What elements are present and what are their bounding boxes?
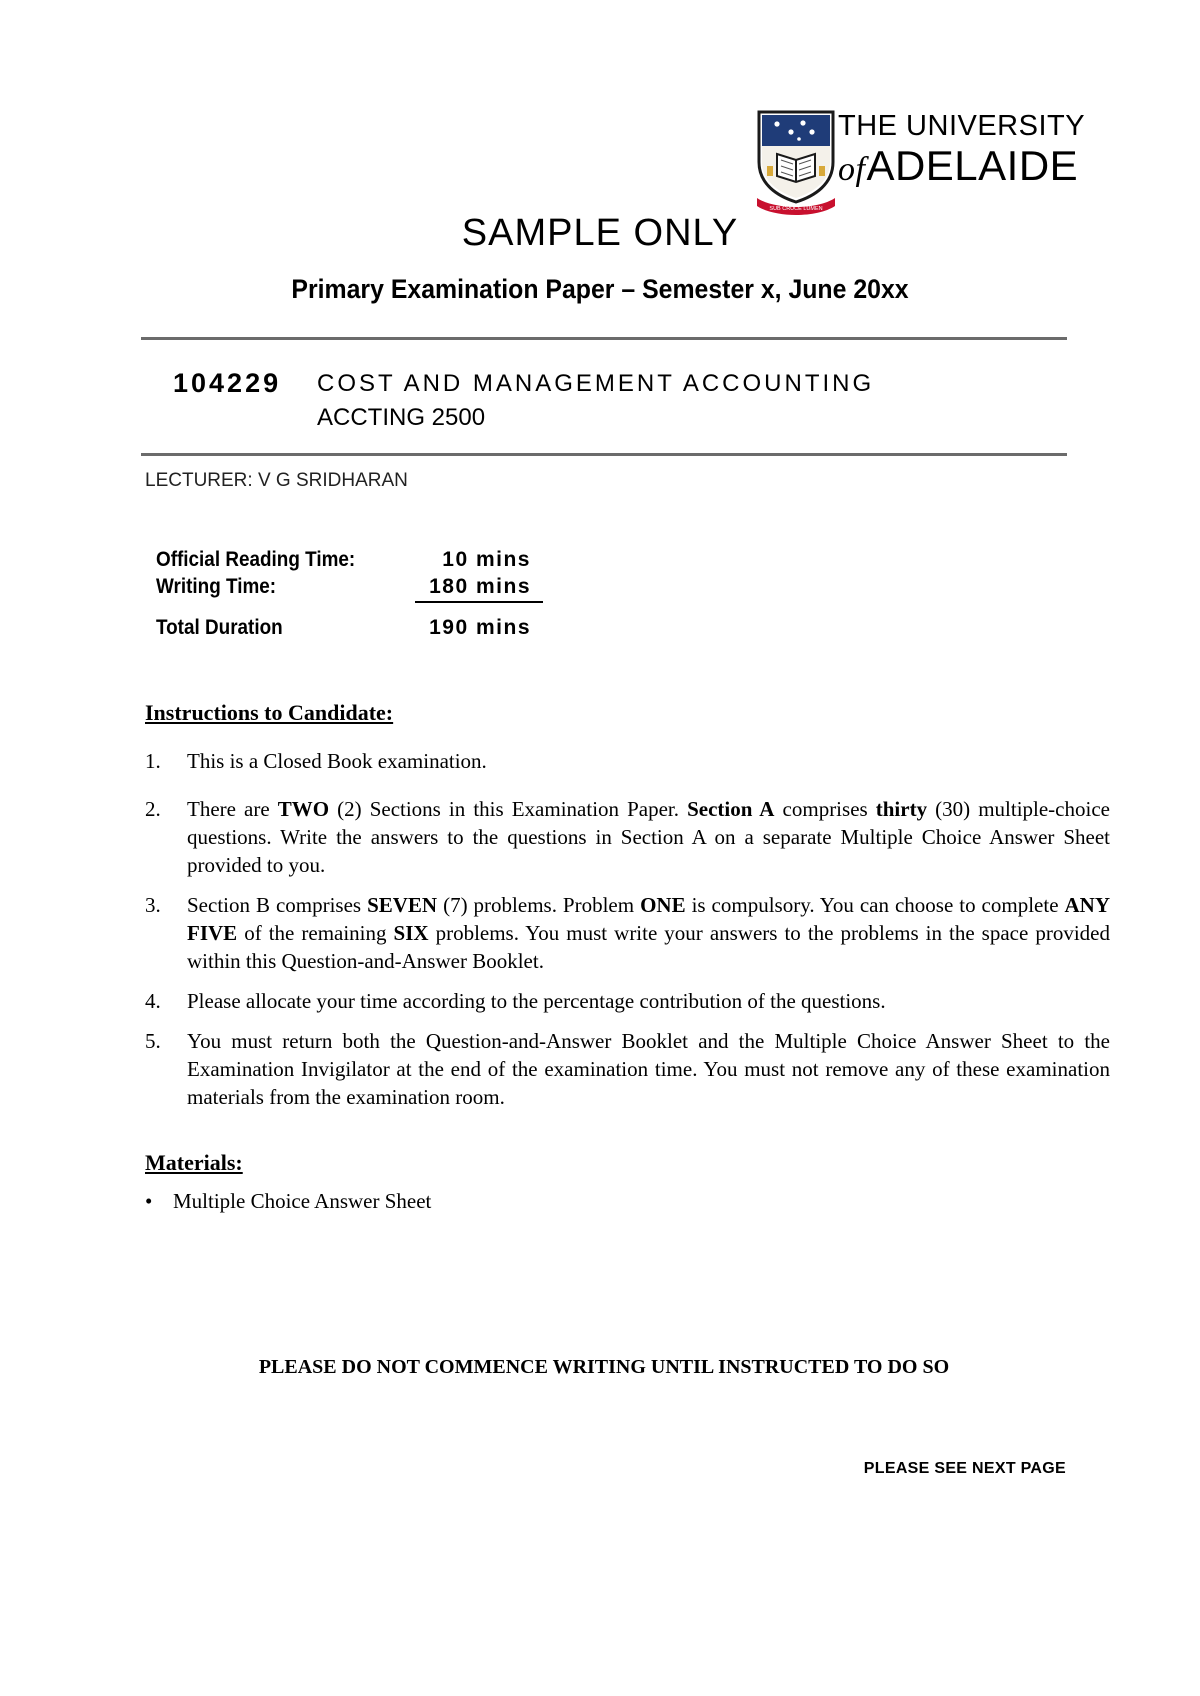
item-text: You must return both the Question-and-Answer Booklet and the Multiple Choice Answer Sheet to the Examination Invigilator at the end of the examination time. You must not remove any of these examination materials from the examination room. — [187, 1029, 1110, 1109]
top-divider — [141, 337, 1067, 340]
lecturer-line: LECTURER: V G SRIDHARAN — [145, 470, 408, 491]
see-next-page: PLEASE SEE NEXT PAGE — [863, 1460, 1066, 1477]
materials-item — [145, 1189, 431, 1214]
logo-adelaide: ADELAIDE — [866, 142, 1079, 189]
item-number: 1. — [145, 749, 161, 773]
bottom-divider — [141, 453, 1067, 456]
logo-motto: SUB CRUCE LUMEN — [769, 206, 823, 212]
exam-paper-title: Primary Examination Paper – Semester x, June 20xx — [291, 274, 909, 304]
item-number: 5. — [145, 1029, 161, 1053]
sum-underline — [415, 601, 543, 603]
reading-time-label: Official Reading Time: — [156, 548, 356, 571]
item-text: This is a Closed Book examination. — [187, 749, 487, 773]
university-logo — [755, 110, 1086, 220]
course-subject-code: ACCTING 2500 — [317, 404, 486, 431]
writing-time-label: Writing Time: — [156, 575, 277, 598]
course-name: COST AND MANAGEMENT ACCOUNTING — [317, 370, 875, 397]
writing-time-value: 180 mins — [429, 575, 531, 598]
reading-time-value: 10 mins — [442, 548, 531, 571]
item-text: Please allocate your time according to the percentage contribution of the questions. — [187, 989, 886, 1013]
course-number: 104229 — [173, 368, 282, 398]
bullet: • — [145, 1189, 153, 1213]
total-duration-value: 190 mins — [429, 616, 531, 639]
materials-item-text: Multiple Choice Answer Sheet — [173, 1189, 432, 1213]
logo-university-line: THE UNIVERSITY — [838, 110, 1086, 142]
sample-only-heading: SAMPLE ONLY — [461, 212, 739, 254]
logo-of: of — [838, 151, 866, 188]
item-number: 4. — [145, 989, 161, 1013]
commence-warning: PLEASE DO NOT COMMENCE WRITING UNTIL INSTRUCTED TO DO SO — [258, 1356, 950, 1378]
item-text: There are TWO (2) Sections in this Examination Paper. Section A comprises thirty (30) multiple-choice questions. Write the answers to the questions in Section A on a separate Multiple Choice Answer Sheet provided to you. — [187, 797, 1110, 877]
instructions-heading: Instructions to Candidate: — [145, 700, 394, 725]
item-number: 2. — [145, 797, 161, 821]
university-crest-icon — [755, 110, 837, 220]
item-number: 3. — [145, 893, 161, 917]
materials-heading: Materials: — [145, 1150, 243, 1175]
item-text: Section B comprises SEVEN (7) problems. Problem ONE is compulsory. You can choose to complete ANY FIVE of the remaining SIX problems. You must write your answers to the problems in the space provided within this Question-and-Answer Booklet. — [187, 893, 1110, 973]
total-duration-label: Total Duration — [156, 616, 283, 639]
logo-university-name — [838, 142, 1078, 190]
